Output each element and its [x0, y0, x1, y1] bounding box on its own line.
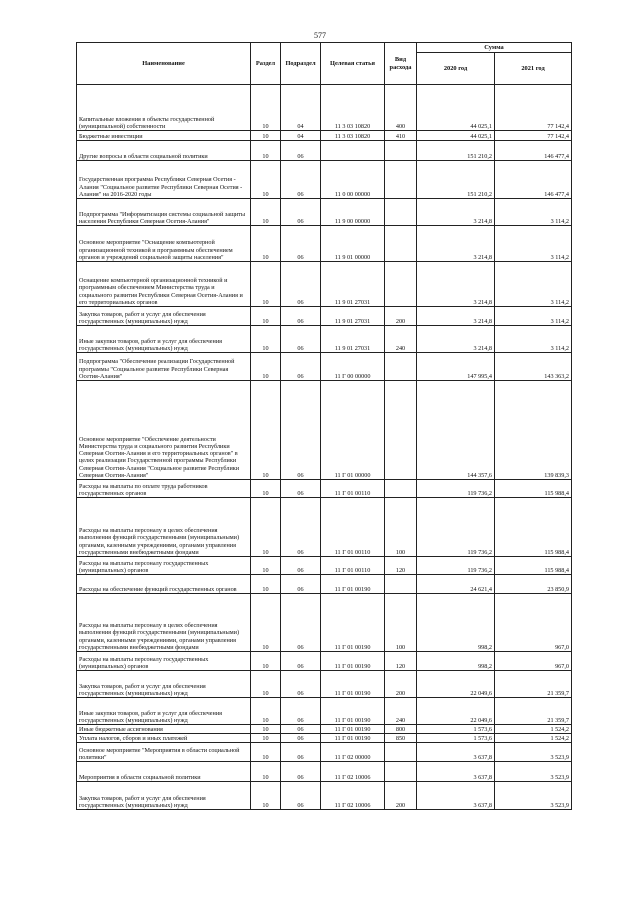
- cell-v2020: 119 736,2: [417, 498, 495, 557]
- table-row: [77, 743, 572, 762]
- cell-name: Расходы на выплаты персоналу в целях обеспечения выполнения функций государственными (муниципальными) органами, казенными учреждениями, органами управления государственными внебюджетными фондами: [77, 498, 251, 557]
- cell-rz: 10: [251, 85, 281, 131]
- cell-cs: 11 9 01 27031: [321, 262, 385, 307]
- cell-rz: 10: [251, 725, 281, 734]
- cell-rz: 10: [251, 262, 281, 307]
- cell-v2020: 44 025,1: [417, 85, 495, 131]
- header-celevaya-statya: Целевая статья: [321, 43, 385, 85]
- cell-name: Подпрограмма "Обеспечение реализации Государственной программы "Социальное развитие Республики Северная Осетия-Алания": [77, 353, 251, 381]
- cell-vr: [385, 262, 417, 307]
- cell-v2020: 151 210,2: [417, 141, 495, 161]
- cell-name: Капитальные вложения в объекты государственной (муниципальной) собственности: [77, 85, 251, 131]
- page-number: 577: [314, 31, 326, 40]
- cell-v2020: 144 357,6: [417, 381, 495, 480]
- cell-cs: 11 3 03 10820: [321, 131, 385, 141]
- cell-rz: 10: [251, 698, 281, 725]
- cell-cs: 11 Г 02 10006: [321, 782, 385, 810]
- cell-name: Основное мероприятие "Оснащение компьютерной организационной техникой и программным обеспечением органов и учреждений социальной защиты населения": [77, 226, 251, 262]
- cell-vr: 120: [385, 652, 417, 671]
- cell-v2020: 1 573,6: [417, 725, 495, 734]
- cell-v2021: 115 988,4: [495, 498, 572, 557]
- cell-v2021: 21 359,7: [495, 671, 572, 698]
- cell-rz: 10: [251, 557, 281, 575]
- cell-v2021: 3 523,9: [495, 762, 572, 782]
- table-row: [77, 652, 572, 671]
- cell-vr: [385, 762, 417, 782]
- cell-cs: 11 9 01 27031: [321, 307, 385, 326]
- cell-pr: 06: [281, 307, 321, 326]
- table-row: [77, 575, 572, 594]
- cell-v2021: 146 477,4: [495, 141, 572, 161]
- cell-v2021: 115 988,4: [495, 557, 572, 575]
- cell-vr: [385, 226, 417, 262]
- table-row: [77, 381, 572, 480]
- header-summa: Сумма: [417, 43, 572, 53]
- cell-name: Иные бюджетные ассигнования: [77, 725, 251, 734]
- cell-rz: 10: [251, 671, 281, 698]
- cell-v2021: 77 142,4: [495, 85, 572, 131]
- cell-name: Закупка товаров, работ и услуг для обеспечения государственных (муниципальных) нужд: [77, 307, 251, 326]
- cell-pr: 06: [281, 326, 321, 353]
- header-razdel: Раздел: [251, 43, 281, 85]
- cell-rz: 10: [251, 743, 281, 762]
- cell-vr: [385, 480, 417, 498]
- cell-v2021: 21 359,7: [495, 698, 572, 725]
- cell-v2020: 119 736,2: [417, 480, 495, 498]
- cell-name: Иные закупки товаров, работ и услуг для обеспечения государственных (муниципальных) нужд: [77, 698, 251, 725]
- cell-vr: 850: [385, 734, 417, 743]
- cell-vr: 410: [385, 131, 417, 141]
- cell-rz: 10: [251, 161, 281, 199]
- cell-cs: 11 Г 02 10006: [321, 762, 385, 782]
- cell-cs: 11 Г 01 00190: [321, 594, 385, 652]
- cell-v2021: 3 523,9: [495, 743, 572, 762]
- cell-v2020: 151 210,2: [417, 161, 495, 199]
- cell-pr: 06: [281, 698, 321, 725]
- cell-v2020: 22 049,6: [417, 698, 495, 725]
- cell-v2021: 967,0: [495, 652, 572, 671]
- cell-v2020: 22 049,6: [417, 671, 495, 698]
- table-row: [77, 131, 572, 141]
- cell-vr: 200: [385, 307, 417, 326]
- cell-cs: 11 0 00 00000: [321, 161, 385, 199]
- cell-vr: [385, 141, 417, 161]
- header-2021: 2021 год: [495, 53, 572, 85]
- cell-pr: 06: [281, 480, 321, 498]
- cell-vr: [385, 743, 417, 762]
- cell-pr: 06: [281, 782, 321, 810]
- cell-pr: 06: [281, 226, 321, 262]
- table-row: [77, 307, 572, 326]
- cell-cs: 11 9 01 27031: [321, 326, 385, 353]
- cell-rz: 10: [251, 226, 281, 262]
- cell-name: Закупка товаров, работ и услуг для обеспечения государственных (муниципальных) нужд: [77, 782, 251, 810]
- cell-pr: 06: [281, 161, 321, 199]
- cell-vr: 800: [385, 725, 417, 734]
- cell-cs: 11 Г 01 00190: [321, 652, 385, 671]
- cell-rz: 10: [251, 326, 281, 353]
- table-row: [77, 782, 572, 810]
- cell-rz: 10: [251, 782, 281, 810]
- cell-vr: 240: [385, 326, 417, 353]
- table-row: [77, 698, 572, 725]
- cell-name: Подпрограмма "Информатизация системы социальной защиты населения Республики Северная Осетия-Алания": [77, 199, 251, 226]
- cell-name: Расходы на выплаты по оплате труда работников государственных органов: [77, 480, 251, 498]
- cell-pr: 06: [281, 381, 321, 480]
- cell-v2020: 3 214,8: [417, 326, 495, 353]
- cell-vr: [385, 381, 417, 480]
- cell-v2021: 139 839,3: [495, 381, 572, 480]
- cell-cs: 11 Г 01 00190: [321, 734, 385, 743]
- cell-rz: 10: [251, 594, 281, 652]
- cell-cs: [321, 141, 385, 161]
- cell-rz: 10: [251, 575, 281, 594]
- cell-pr: 06: [281, 594, 321, 652]
- cell-pr: 04: [281, 131, 321, 141]
- budget-table: [76, 42, 572, 810]
- table-row: [77, 480, 572, 498]
- cell-name: Иные закупки товаров, работ и услуг для обеспечения государственных (муниципальных) нужд: [77, 326, 251, 353]
- cell-name: Уплата налогов, сборов и иных платежей: [77, 734, 251, 743]
- cell-v2020: 3 214,8: [417, 199, 495, 226]
- cell-vr: [385, 199, 417, 226]
- table-row: [77, 671, 572, 698]
- cell-cs: 11 Г 00 00000: [321, 353, 385, 381]
- cell-pr: 06: [281, 734, 321, 743]
- cell-v2020: 24 621,4: [417, 575, 495, 594]
- cell-v2020: 147 995,4: [417, 353, 495, 381]
- cell-name: Оснащение компьютерной организационной техникой и программным обеспечением Министерства труда и социального развития Республики Северная Осетия-Алания и его территориальных органов: [77, 262, 251, 307]
- cell-v2021: 3 114,2: [495, 262, 572, 307]
- cell-cs: 11 9 00 00000: [321, 199, 385, 226]
- cell-pr: 06: [281, 743, 321, 762]
- cell-name: Государственная программа Республики Северная Осетия - Алания "Социальное развитие Республики Северная Осетия - Алания" на 2016-2020 годы: [77, 161, 251, 199]
- cell-v2021: 146 477,4: [495, 161, 572, 199]
- table-row: [77, 594, 572, 652]
- cell-rz: 10: [251, 762, 281, 782]
- cell-v2021: 3 114,2: [495, 199, 572, 226]
- cell-pr: 06: [281, 262, 321, 307]
- cell-pr: 06: [281, 725, 321, 734]
- cell-pr: 06: [281, 498, 321, 557]
- table-row: [77, 725, 572, 734]
- cell-vr: 100: [385, 498, 417, 557]
- cell-vr: 100: [385, 594, 417, 652]
- cell-v2021: 77 142,4: [495, 131, 572, 141]
- cell-v2021: 115 988,4: [495, 480, 572, 498]
- cell-pr: 06: [281, 353, 321, 381]
- table-row: [77, 161, 572, 199]
- cell-rz: 10: [251, 199, 281, 226]
- cell-v2021: 3 114,2: [495, 226, 572, 262]
- cell-v2021: 3 523,9: [495, 782, 572, 810]
- header-name: Наименование: [77, 43, 251, 85]
- table-row: [77, 762, 572, 782]
- cell-rz: 10: [251, 131, 281, 141]
- cell-pr: 06: [281, 557, 321, 575]
- cell-rz: 10: [251, 734, 281, 743]
- cell-v2020: 3 637,8: [417, 782, 495, 810]
- cell-cs: 11 Г 02 00000: [321, 743, 385, 762]
- table-row: [77, 85, 572, 131]
- table-row: [77, 326, 572, 353]
- cell-pr: 06: [281, 199, 321, 226]
- table-row: [77, 498, 572, 557]
- cell-cs: 11 Г 01 00110: [321, 498, 385, 557]
- cell-cs: 11 Г 01 00110: [321, 480, 385, 498]
- cell-v2021: 1 524,2: [495, 725, 572, 734]
- table-row: [77, 226, 572, 262]
- cell-v2021: 143 363,2: [495, 353, 572, 381]
- cell-v2021: 3 114,2: [495, 326, 572, 353]
- cell-name: Расходы на обеспечение функций государственных органов: [77, 575, 251, 594]
- cell-cs: 11 Г 01 00190: [321, 575, 385, 594]
- cell-vr: [385, 161, 417, 199]
- cell-name: Расходы на выплаты персоналу государственных (муниципальных) органов: [77, 557, 251, 575]
- cell-vr: [385, 353, 417, 381]
- cell-v2020: 3 637,8: [417, 743, 495, 762]
- cell-v2020: 998,2: [417, 652, 495, 671]
- cell-name: Основное мероприятие "Мероприятия в области социальной политики": [77, 743, 251, 762]
- table-row: [77, 141, 572, 161]
- cell-v2021: 967,0: [495, 594, 572, 652]
- cell-name: Расходы на выплаты персоналу в целях обеспечения выполнения функций государственными (муниципальными) органами, казенными учреждениями, органами управления государственными внебюджетными фондами: [77, 594, 251, 652]
- table-row: [77, 353, 572, 381]
- cell-name: Бюджетные инвестиции: [77, 131, 251, 141]
- table-row: [77, 262, 572, 307]
- header-podrazdel: Подраздел: [281, 43, 321, 85]
- cell-pr: 06: [281, 652, 321, 671]
- cell-vr: 200: [385, 782, 417, 810]
- cell-cs: 11 Г 01 00110: [321, 557, 385, 575]
- cell-v2020: 119 736,2: [417, 557, 495, 575]
- cell-rz: 10: [251, 141, 281, 161]
- cell-vr: [385, 575, 417, 594]
- header-2020: 2020 год: [417, 53, 495, 85]
- cell-rz: 10: [251, 353, 281, 381]
- cell-cs: 11 Г 01 00190: [321, 671, 385, 698]
- cell-v2020: 1 573,6: [417, 734, 495, 743]
- cell-v2020: 3 214,8: [417, 307, 495, 326]
- cell-pr: 06: [281, 141, 321, 161]
- cell-v2020: 3 214,8: [417, 226, 495, 262]
- cell-vr: 120: [385, 557, 417, 575]
- table-row: [77, 199, 572, 226]
- cell-v2021: 1 524,2: [495, 734, 572, 743]
- cell-v2021: 3 114,2: [495, 307, 572, 326]
- cell-v2020: 44 025,1: [417, 131, 495, 141]
- cell-pr: 06: [281, 671, 321, 698]
- cell-rz: 10: [251, 307, 281, 326]
- cell-pr: 06: [281, 762, 321, 782]
- cell-name: Закупка товаров, работ и услуг для обеспечения государственных (муниципальных) нужд: [77, 671, 251, 698]
- cell-name: Мероприятия в области социальной политики: [77, 762, 251, 782]
- cell-vr: 400: [385, 85, 417, 131]
- cell-cs: 11 9 01 00000: [321, 226, 385, 262]
- table-row: [77, 734, 572, 743]
- cell-vr: 200: [385, 671, 417, 698]
- cell-rz: 10: [251, 652, 281, 671]
- cell-name: Другие вопросы в области социальной политики: [77, 141, 251, 161]
- cell-cs: 11 Г 01 00190: [321, 698, 385, 725]
- cell-pr: 04: [281, 85, 321, 131]
- cell-rz: 10: [251, 480, 281, 498]
- cell-name: Расходы на выплаты персоналу государственных (муниципальных) органов: [77, 652, 251, 671]
- cell-v2020: 3 214,8: [417, 262, 495, 307]
- cell-rz: 10: [251, 498, 281, 557]
- table-row: [77, 557, 572, 575]
- cell-name: Основное мероприятие "Обеспечение деятельности Министерства труда и социального развития Республики Северная Осетия-Алания и его территориальных органов" в целях реализации Государственной программы Республики Северная Осетия-Алания "Социальное развитие Республики Северная Осетия-Алания": [77, 381, 251, 480]
- header-vid-rashoda: Вид расхода: [385, 43, 417, 85]
- cell-pr: 06: [281, 575, 321, 594]
- cell-cs: 11 Г 01 00190: [321, 725, 385, 734]
- cell-vr: 240: [385, 698, 417, 725]
- cell-rz: 10: [251, 381, 281, 480]
- cell-v2020: 998,2: [417, 594, 495, 652]
- cell-cs: 11 Г 01 00000: [321, 381, 385, 480]
- cell-cs: 11 3 03 10820: [321, 85, 385, 131]
- cell-v2021: 23 850,9: [495, 575, 572, 594]
- cell-v2020: 3 637,8: [417, 762, 495, 782]
